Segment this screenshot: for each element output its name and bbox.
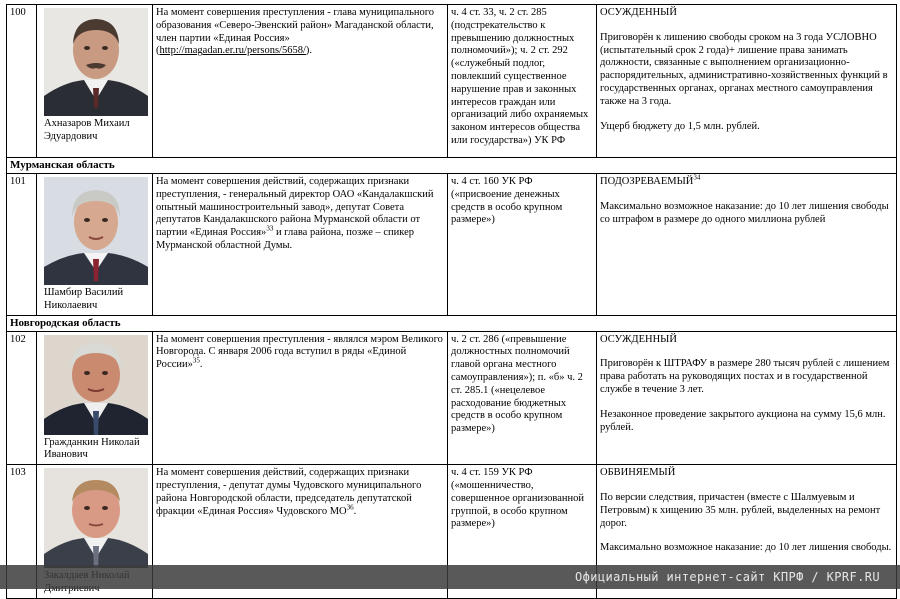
person-photo [44,8,148,116]
status-cell [597,174,897,316]
table-row [7,5,897,158]
status-cell [597,331,897,465]
damage-text: Ущерб бюджету до 1,5 млн. рублей. [600,120,760,132]
person-photo [44,468,148,568]
watermark-bar [0,565,900,589]
verdict-text: Приговорён к лишению свободы сроком на 3 года УСЛОВНО (испытательный срок 2 года)+ лишение права занимать должности, связанные с выполнением организационно-распорядительных, административно-хозяйственных функций в государственных органах, органах местного самоуправления также на 3 года. [600,31,888,107]
person-photo [44,335,148,435]
person-name: Ахназаров Михаил Эдуардович [44,118,130,142]
region-row [7,158,897,174]
source-link[interactable]: http://magadan.er.ru/persons/5658/ [159,45,306,57]
description-text: На момент совершения действий, содержащих признаки преступления, - депутат думы Чудовского муниципального района Новгородской области, председатель депутатской фракции «Единая Россия» Чудовского МО [156,467,422,517]
footnote-ref: 36 [346,503,354,512]
region-title: Новгородская область [7,315,897,331]
region-title: Мурманская область [7,158,897,174]
footnote-ref: 35 [192,356,200,365]
photo-cell [37,5,153,158]
status-label: ОБВИНЯЕМЫЙ [600,467,676,479]
row-number: 101 [7,174,37,316]
person-name: Гражданкин Николай Иванович [44,436,140,461]
status-cell [597,5,897,158]
description-text: На момент совершения преступления - глава муниципального образования «Северо-Эвенский район» Магаданской области, член партии «Единая Россия» ( [156,7,435,57]
article-cell: ч. 4 ст. 159 УК РФ («мошенничество, совершенное организованной группой, в особо крупном размере») [448,465,597,599]
footnote-ref: 33 [266,224,274,233]
description-cell [153,331,448,465]
description-cell [153,174,448,316]
damage-text: Незаконное проведение закрытого аукциона на сумму 15,6 млн. рублей. [600,408,886,433]
description-cell [153,5,448,158]
table-row [7,331,897,465]
watermark-text: Официальный интернет-сайт КПРФ / KPRF.RU [575,570,880,584]
region-row [7,315,897,331]
article-cell: ч. 2 ст. 286 («превышение должностных полномочий главой органа местного самоуправления»); п. «б» ч. 2 ст. 285.1 («нецелевое расходование бюджетных средств в особо крупном размере») [448,331,597,465]
description-text: На момент совершения действий, содержащих признаки преступления, - генеральный директор ОАО «Кандалакшский опытный машиностроительный завод», депутат Совета депутатов Кандалакшского района Мурманской области от партии «Единая Россия» [156,176,434,239]
row-number: 102 [7,331,37,465]
charge-text: По версии следствия, причастен (вместе с Шалмуевым и Петровым) к хищению 35 млн. рублей, выделенных на ремонт дорог. [600,491,881,529]
row-number: 103 [7,465,37,599]
description-text: На момент совершения преступления - являлся мэром Великого Новгорода. С января 2006 года вступил в ряды «Единой России» [156,333,443,371]
article-cell: ч. 4 ст. 33, ч. 2 ст. 285 (подстрекательство к превышению должностных полномочий»); ч. 2 ст. 292 («служебный подлог, повлекший существенное нарушение прав и законных интересов граждан или организаций либо охраняемых законом интересов общества или государства») УК РФ [448,5,597,158]
description-tail: . [353,505,357,517]
description-tail: и глава района, позже – спикер Мурманской областной Думы. [156,227,415,251]
photo-cell [37,331,153,465]
description-tail: ). [305,45,313,57]
row-number: 100 [7,5,37,158]
person-name: Шамбир Василий Николаевич [44,287,124,311]
person-photo [44,177,148,285]
description-tail: . [199,359,203,371]
penalty-text: Максимально возможное наказание: до 10 лет лишения свободы. [600,542,892,554]
photo-cell [37,174,153,316]
article-cell: ч. 4 ст. 160 УК РФ («присвоение денежных средств в особо крупном размере») [448,174,597,316]
status-label: ПОДОЗРЕВАЕМЫЙ$^{34}$ [600,173,701,187]
status-label: ОСУЖДЕННЫЙ [600,7,677,18]
table-row [7,174,897,316]
penalty-text: Максимально возможное наказание: до 10 лет лишения свободы со штрафом в размере до одного миллиона рублей [600,200,889,225]
persons-table [6,4,897,599]
status-label: ОСУЖДЕННЫЙ [600,333,677,345]
footnote-ref: 34 [693,173,701,182]
verdict-text: Приговорён к ШТРАФУ в размере 280 тысяч рублей с лишением права работать на руководящих постах и в государственной службе в течение 3 лет. [600,358,890,395]
